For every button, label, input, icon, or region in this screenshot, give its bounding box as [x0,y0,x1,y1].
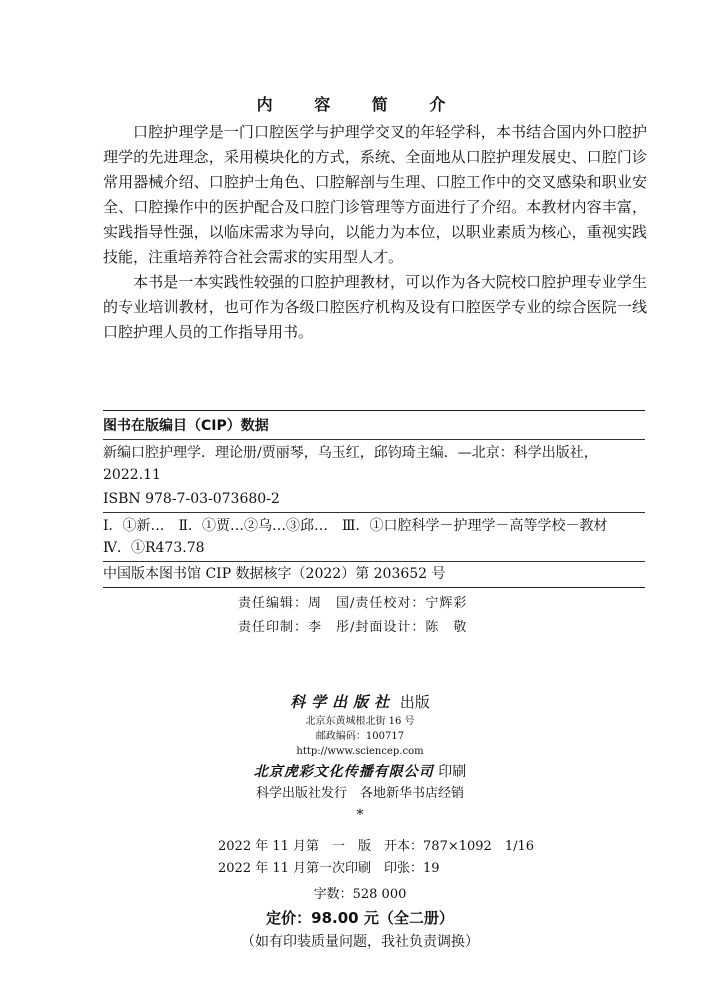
staff-line-1: 责任编辑：周 国/责任校对：宁辉彩 [238,596,468,611]
cip-isbn: ISBN 978-7-03-073680-2 [103,491,280,507]
editorial-staff [238,592,467,640]
distribution-line: 科学出版社发行 各地新华书店经销 [255,786,464,801]
edition-info [218,836,534,880]
price-line: 定价：98.00 元（全二册） [266,909,454,927]
word-count: 字数：528 000 [313,887,407,902]
publisher-postcode: 邮政编码：100717 [315,731,405,742]
cip-bibliographic-line: 新编口腔护理学．理论册/贾丽琴，乌玉红，邱钧琦主编．—北京：科学出版社，2022.11 [103,445,598,483]
publisher-name-line [0,690,720,714]
cip-record-number: 中国版本图书馆 CIP 数据核字（2022）第 203652 号 [103,561,645,585]
printer-name: 北京虎彩文化传播有限公司 [253,764,434,780]
quality-notice: （如有印装质量问题，我社负责调换） [241,934,479,950]
cip-classification: Ⅰ．①新… Ⅱ．①贾…②乌…③邱… Ⅲ．①口腔科学－护理学－高等学校－教材 Ⅳ．①R473.78 [103,512,645,559]
separator-star: * [356,807,364,823]
publisher-address: 北京东黄城根北街 16 号 [305,716,415,727]
cip-heading: 图书在版编目（CIP）数据 [103,415,645,440]
printer-suffix: 印刷 [438,764,467,780]
publisher-url: http://www.sciencep.com [296,746,424,757]
staff-line-2: 责任印制：李 彤/封面设计：陈 敬 [238,620,468,635]
publisher-block [0,690,720,825]
cip-data-box [103,410,645,588]
printer-line [0,761,720,783]
intro-title: 内 容 简 介 [256,95,464,114]
edition-line-1: 2022 年 11 月第 一 版 开本：787×1092 1/16 [218,839,535,854]
intro-paragraph-1: 口腔护理学是一门口腔医学与护理学交叉的年轻学科，本书结合国内外口腔护理学的先进理念，采用模块化的方式，系统、全面地从口腔护理发展史、口腔门诊常用器械介绍、口腔护士角色、口腔解剖与生理、口腔工作中的交叉感染和职业安全、口腔操作中的医护配合及口腔门诊管理等方面进行了介绍。本教材内容丰富，实践指导性强，以临床需求为导向，以能力为本位，以职业素质为核心，重视实践技能，注重培养符合社会需求的实用型人才。 [103,123,647,266]
publisher-logo-text: 科学出版社 [290,693,396,711]
edition-line-2: 2022 年 11 月第一次印刷 印张：19 [218,861,440,876]
publisher-suffix: 出版 [399,693,430,711]
intro-body [103,120,647,345]
intro-paragraph-2: 本书是一本实践性较强的口腔护理教材，可以作为各大院校口腔护理专业学生的专业培训教材，也可作为各级口腔医疗机构及设有口腔医学专业的综合医院一线口腔护理人员的工作指导用书。 [103,273,647,341]
